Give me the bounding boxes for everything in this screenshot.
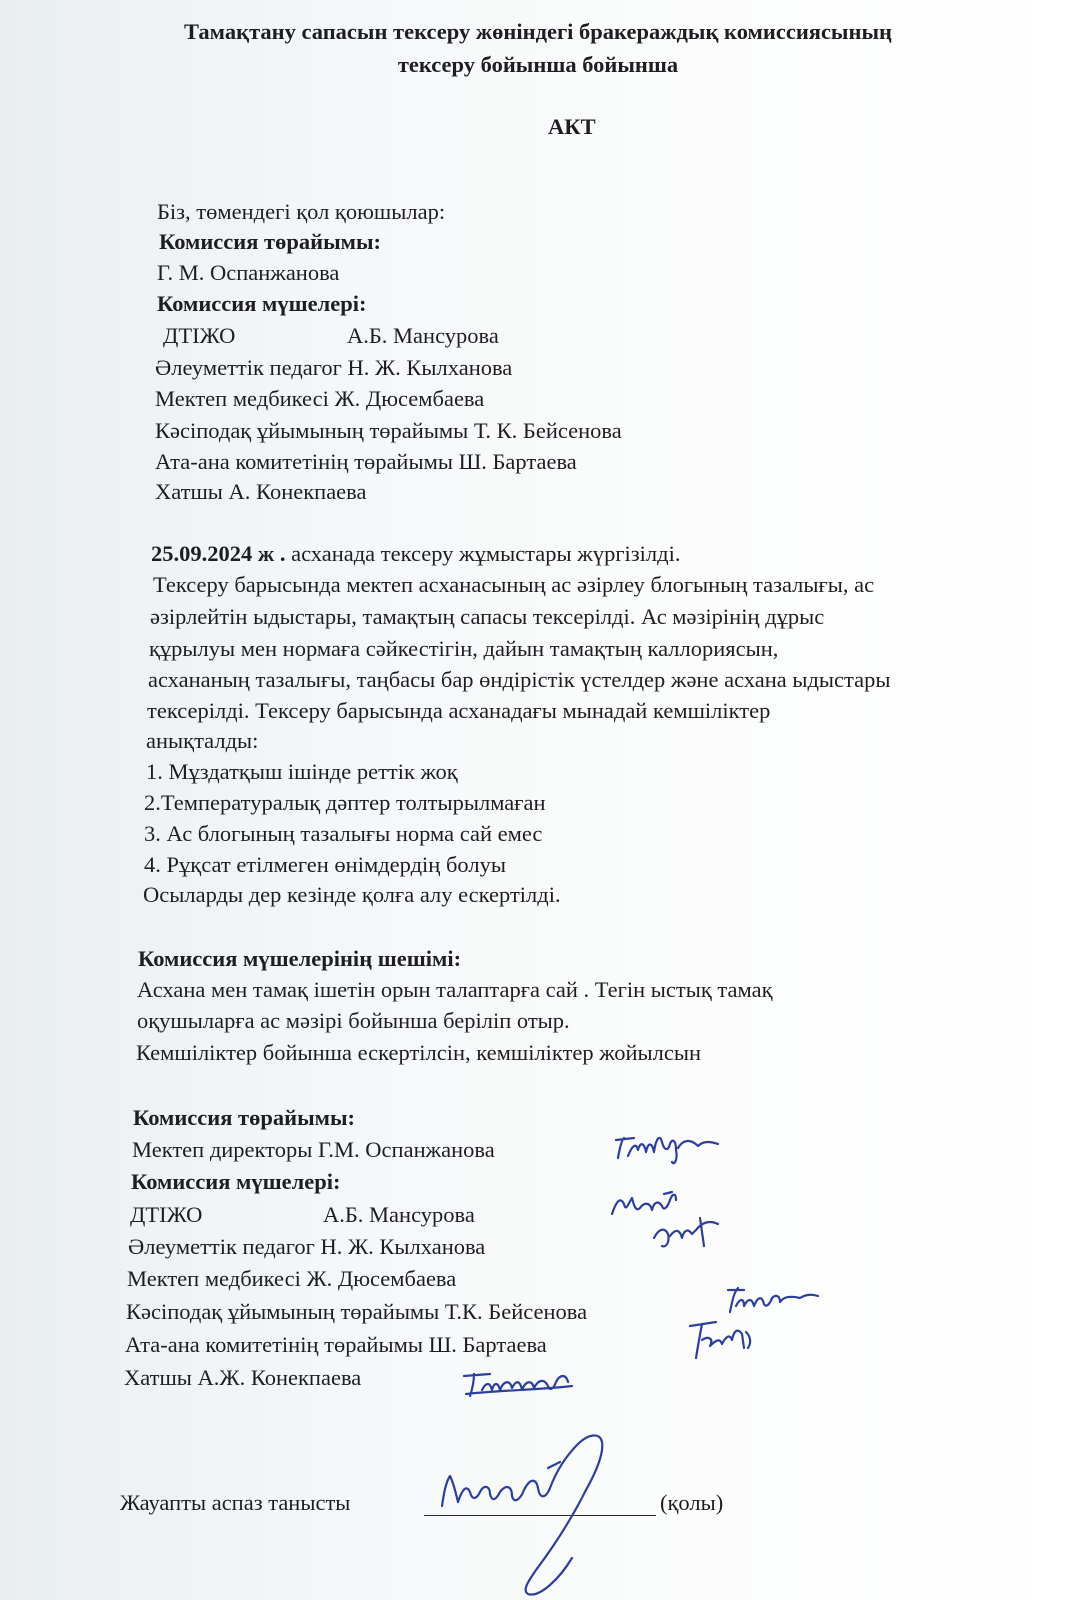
mansurova-signature: [606, 1190, 726, 1260]
cook-signature-suffix: (қолы): [660, 1490, 724, 1515]
chair-signature: [612, 1128, 722, 1168]
deficiency-item: 4. Рұқсат етілмеген өнімдердің болуы: [144, 852, 506, 877]
deficiency-item: 1. Мұздатқыш ішінде реттік жоқ: [146, 759, 458, 784]
intro-we-signed: Біз, төмендегі қол қоюшылар:: [157, 199, 446, 224]
sign-member-social-pedagogue: Әлеуметтік педагог Н. Ж. Кылханова: [128, 1234, 486, 1259]
bartaeva-signature: [686, 1318, 756, 1362]
inspection-date: 25.09.2024 ж .: [151, 541, 286, 566]
intro-chair-name: Г. М. Оспанжанова: [157, 260, 340, 285]
body-paragraph-line: асхананың тазалығы, таңбасы бар өндірістік үстелдер және асхана ыдыстары: [148, 667, 891, 692]
decision-line: Асхана мен тамақ ішетін орын талаптарға сай . Тегін ыстық тамақ: [137, 977, 773, 1002]
intro-members-heading: Комиссия мүшелері:: [157, 291, 367, 316]
inspection-date-line: [151, 540, 681, 568]
intro-member-union-chair: Кәсіподақ ұйымының төрайымы Т. К. Бейсенова: [155, 418, 622, 443]
intro-member-school-nurse: Мектеп медбикесі Ж. Дюсембаева: [155, 386, 485, 411]
deficiency-item: 2.Температуралық дәптер толтырылмаған: [144, 790, 546, 815]
sign-member-role-dtizho: ДТІЖО: [130, 1202, 203, 1227]
sign-members-heading: Комиссия мүшелері:: [131, 1169, 341, 1194]
body-paragraph-line: әзірлейтін ыдыстары, тамақтың сапасы тексерілді. Ас мәзірінің дұрыс: [150, 604, 825, 629]
intro-member-name-mansurova: А.Б. Мансурова: [347, 323, 499, 348]
body-paragraph-line: анықталды:: [146, 728, 259, 753]
decision-line: оқушыларға ас мәзірі бойынша беріліп отыр.: [137, 1008, 570, 1033]
intro-member-secretary: Хатшы А. Конекпаева: [155, 479, 367, 504]
inspection-date-rest: асханада тексеру жұмыстары жүргізілді.: [285, 541, 681, 566]
sign-member-union-chair: Кәсіподақ ұйымының төрайымы Т.К. Бейсенова: [126, 1299, 588, 1324]
intro-member-social-pedagogue: Әлеуметтік педагог Н. Ж. Кылханова: [155, 355, 513, 380]
sign-member-name-mansurova: А.Б. Мансурова: [323, 1202, 475, 1227]
body-paragraph-line: Тексеру барысында мектеп асханасының ас әзірлеу блогының тазалығы, ас: [153, 572, 875, 597]
deficiency-item: 3. Ас блогының тазалығы норма сай емес: [144, 821, 543, 846]
cook-acknowledgement-label: Жауапты аспаз танысты: [120, 1490, 351, 1515]
sign-chair-line: Мектеп директоры Г.М. Оспанжанова: [132, 1137, 495, 1162]
body-paragraph-line: тексерілді. Тексеру барысында асханадағы мынадай кемшіліктер: [147, 698, 771, 723]
decision-heading: Комиссия мүшелерінің шешімі:: [138, 946, 462, 971]
document-type: АКТ: [548, 114, 596, 139]
document-title-line-2: тексеру бойынша бойынша: [397, 52, 679, 77]
sign-member-secretary: Хатшы А.Ж. Конекпаева: [124, 1365, 362, 1390]
sign-chair-heading: Комиссия төрайымы:: [133, 1105, 356, 1130]
decision-line: Кемшіліктер бойынша ескертілсін, кемшіліктер жойылсын: [136, 1040, 702, 1065]
intro-member-parent-committee: Ата-ана комитетінің төрайымы Ш. Бартаева: [155, 449, 577, 474]
body-paragraph-line: құрылуы мен нормаға сәйкестігін, дайын тамақтың каллориясын,: [149, 636, 779, 661]
warning-text: Осыларды дер кезінде қолға алу ескертілді.: [143, 882, 561, 907]
intro-chair-heading: Комиссия төрайымы:: [159, 229, 382, 254]
sign-member-school-nurse: Мектеп медбикесі Ж. Дюсембаева: [127, 1266, 457, 1291]
konekpaeva-signature: [460, 1366, 580, 1400]
sign-member-parent-committee: Ата-ана комитетінің төрайымы Ш. Бартаева: [125, 1332, 547, 1357]
intro-member-role-dtizho: ДТІЖО: [163, 323, 236, 348]
beisenova-signature: [722, 1284, 822, 1318]
cook-signature: [436, 1428, 636, 1600]
document-title-line-1: Тамақтану сапасын тексеру жөніндегі бракераждық комиссиясының: [183, 19, 892, 44]
